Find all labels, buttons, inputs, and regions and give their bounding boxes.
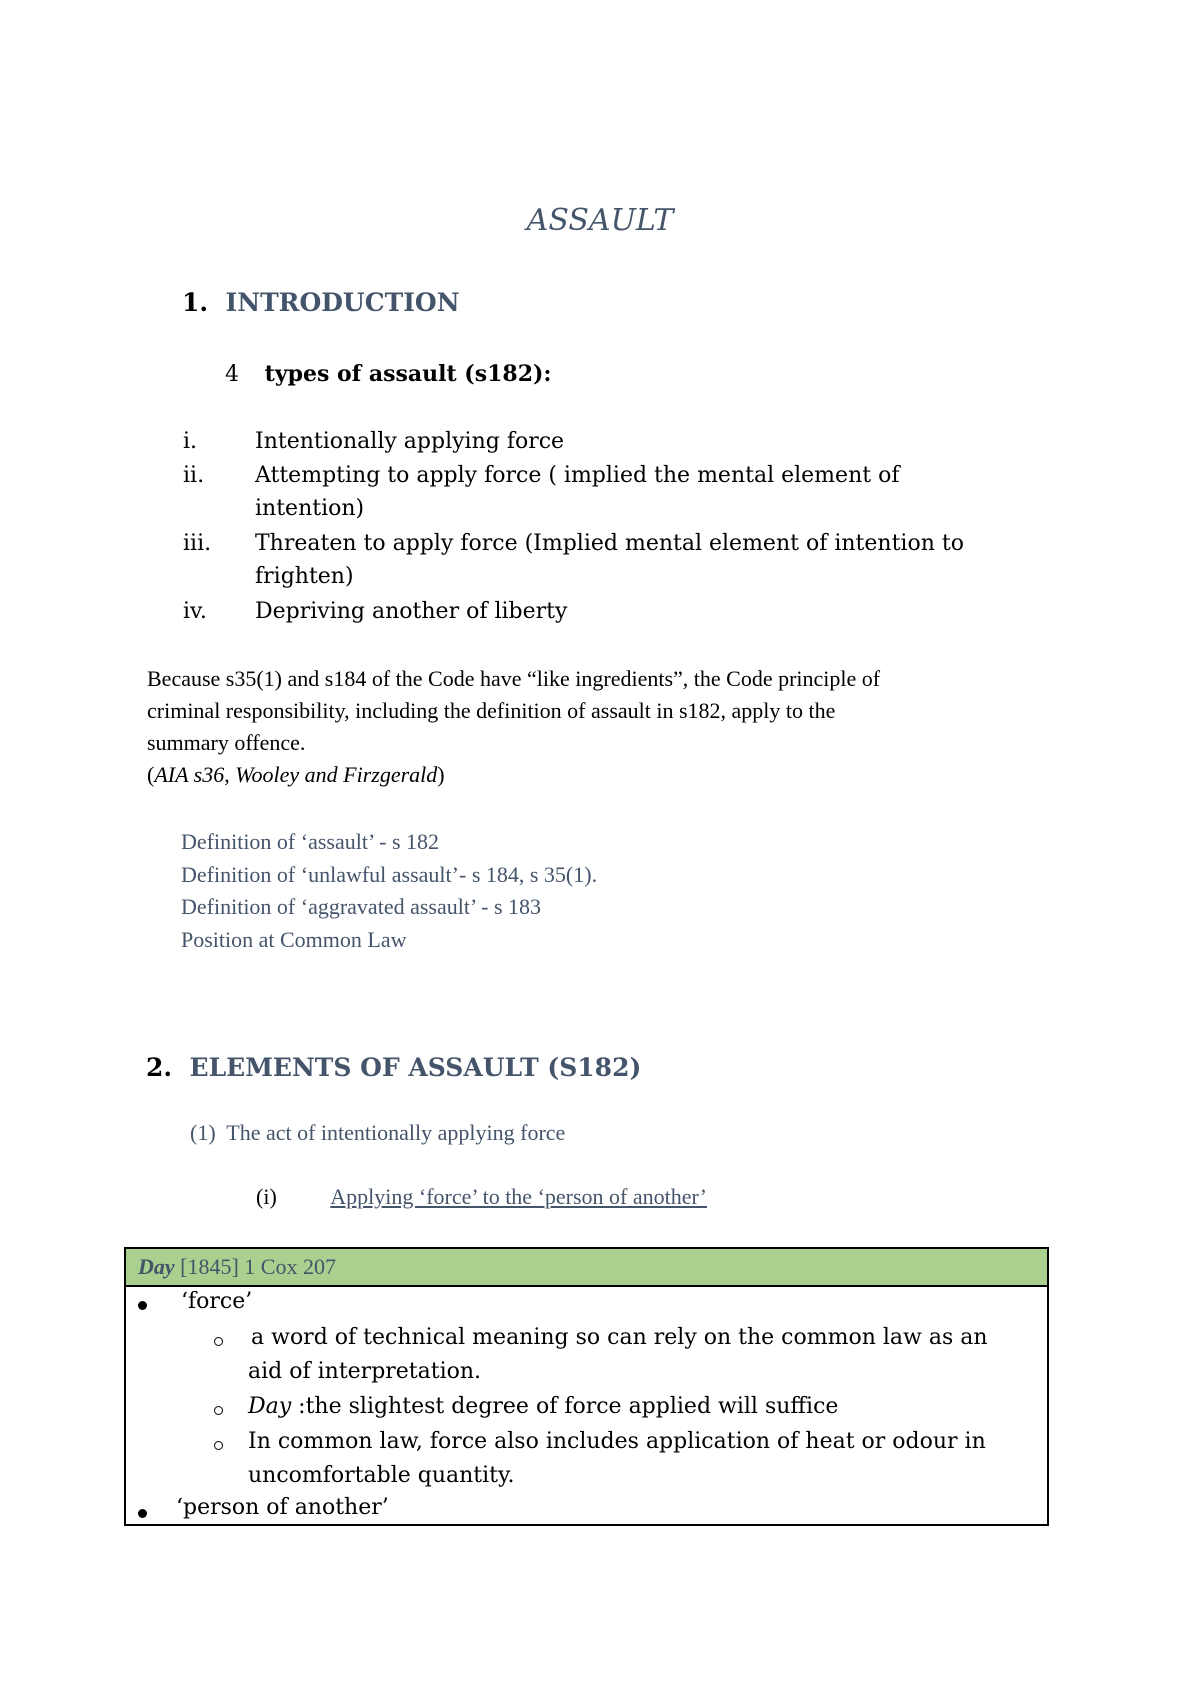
list-item-text: Depriving another of liberty [255,599,568,624]
list-item-text-continued: frighten) [255,564,354,589]
list-item-numeral: iv. [183,599,207,624]
list-item [183,425,983,458]
subheading-2 [256,1184,707,1210]
definitions-list [181,826,597,956]
case-table-header [126,1249,1047,1287]
intro-paragraph [147,663,977,791]
subheading-number: (1) [190,1120,216,1145]
definition-link[interactable]: Definition of ‘assault’ - s 182 [181,829,440,854]
section-2-title: ELEMENTS OF ASSAULT (S182) [189,1053,642,1082]
list-item [183,527,983,593]
paragraph-citation: (AIA s36, Wooley and Firzgerald) [147,762,445,787]
case-table [124,1247,1049,1526]
list-item-text: Threaten to apply force (Implied mental element of intention to [255,531,964,556]
paragraph-line: criminal responsibility, including the definition of assault in s182, apply to the [147,698,836,723]
list-item-numeral: i. [183,429,198,454]
bullet-icon [138,1509,147,1518]
sub-bullet-text-continued: aid of interpretation. [248,1359,482,1384]
list-item-text-continued: intention) [255,496,365,521]
bullet-icon [138,1301,147,1310]
sub-bullet-text: Day :the slightest degree of force applied will suffice [248,1394,839,1419]
sub-bullet-text-continued: uncomfortable quantity. [248,1463,515,1488]
list-item [183,595,983,628]
definition-link[interactable]: Definition of ‘aggravated assault’ - s 183 [181,894,542,919]
sub-bullet-icon [214,1337,223,1346]
subheading-number: (i) [256,1184,277,1209]
list-item [183,459,983,525]
sub-bullet-text: a word of technical meaning so can rely on the common law as an [251,1325,988,1350]
case-citation: [1845] 1 Cox 207 [174,1254,336,1279]
citation-aia: AIA s36 [154,762,225,787]
bullet-text: ‘force’ [181,1289,253,1314]
section-2-heading [146,1053,641,1082]
sub-bullet-icon [214,1441,223,1450]
sub-bullet-icon [214,1406,223,1415]
sub-bullet-text: In common law, force also includes application of heat or odour in [248,1429,986,1454]
types-number: 4 [225,362,239,387]
list-item-text: Intentionally applying force [255,429,565,454]
definition-link[interactable]: Definition of ‘unlawful assault’- s 184, s 35(1). [181,861,598,887]
sub-bullet-case: Day [248,1394,292,1419]
subheading-text: The act of intentionally applying force [226,1120,566,1145]
list-item-numeral: ii. [183,463,205,488]
list-item-numeral: iii. [183,531,212,556]
section-1-title: INTRODUCTION [225,288,460,317]
citation-case: Wooley and Firzgerald [235,762,438,787]
bullet-text: ‘person of another’ [176,1495,389,1520]
section-1-number: 1. [182,288,209,317]
page-title: ASSAULT [526,203,674,238]
list-item-text: Attempting to apply force ( implied the mental element of [255,463,900,488]
section-2-number: 2. [146,1053,173,1082]
section-1-heading [182,288,460,317]
paragraph-line: Because s35(1) and s184 of the Code have “like ingredients”, the Code principle of [147,666,881,691]
definition-link[interactable]: Position at Common Law [181,926,407,952]
paragraph-line: summary offence. [147,730,306,755]
subheading-1 [190,1120,565,1146]
case-name: Day [138,1254,175,1279]
subheading-link[interactable]: Applying ‘force’ to the ‘person of another’ [330,1184,707,1209]
types-of-assault-label [225,361,552,387]
types-text: types of assault (s182): [264,361,552,387]
